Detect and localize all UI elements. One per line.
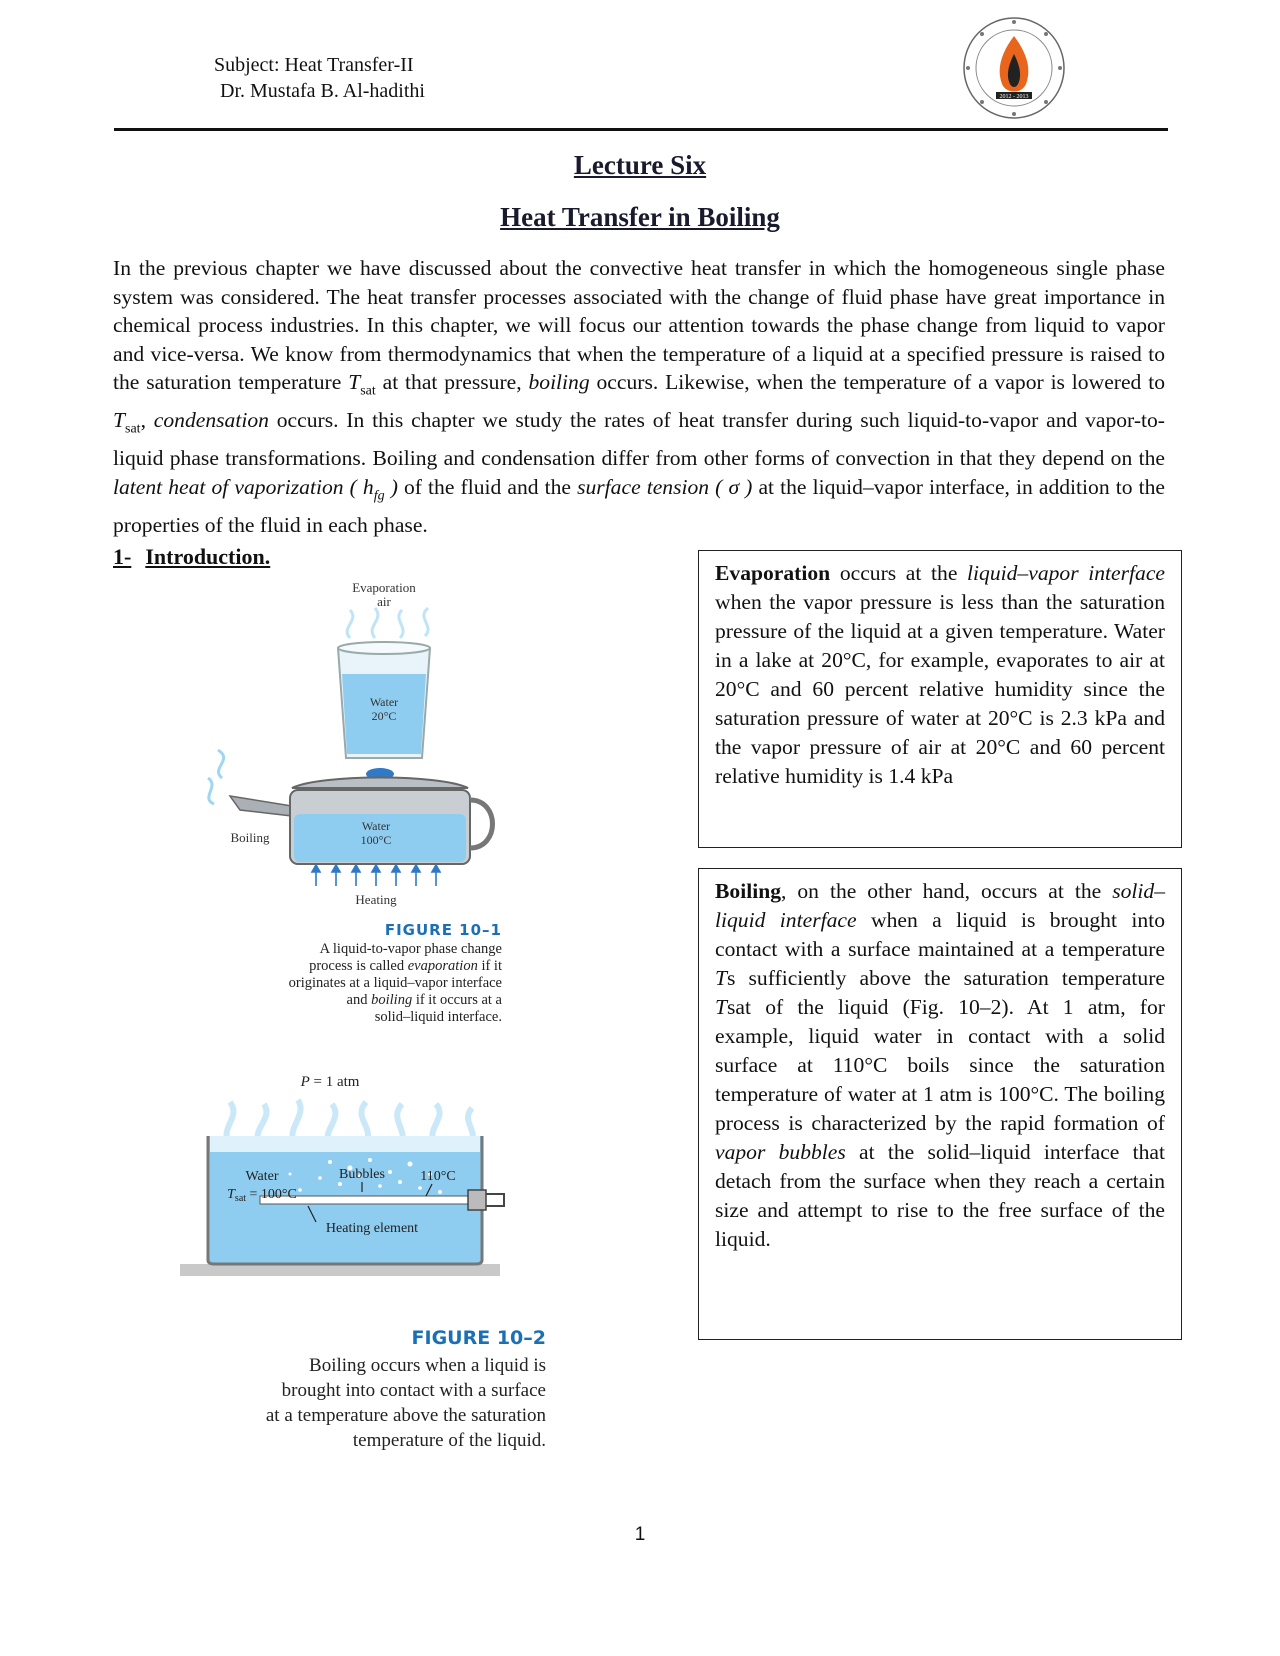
section-title: Introduction. xyxy=(145,544,271,569)
heating-label: Heating xyxy=(355,892,397,907)
pot-spout xyxy=(230,796,292,816)
spout-steam xyxy=(208,750,224,804)
surface-foam xyxy=(210,1136,480,1152)
figure-10-2 xyxy=(180,1064,550,1318)
evaporation-box: Evaporation occurs at the liquid–vapor interface when the vapor pressure is less than the saturation pressure of the liquid at a given temperature. Water in a lake at 20°C, for example, evaporates to air at 20°C and 60 percent relative humidity since the saturation pressure of water at 20°C is 2.3 kPa and the vapor pressure of air at 20°C and 60 percent relative humidity is 1.4 kPa xyxy=(698,550,1182,848)
element-fitting xyxy=(468,1190,486,1210)
heating-element-label: Heating element xyxy=(325,1221,419,1236)
svg-text:20°C: 20°C xyxy=(371,709,397,723)
pot-handle xyxy=(470,800,493,848)
topic-title: Heat Transfer in Boiling xyxy=(500,202,780,232)
tsat-label: $T_{sat} = 100^\circ C$ xyxy=(227,1187,297,1204)
svg-text:Water: Water xyxy=(361,819,391,833)
intro-paragraph: In the previous chapter we have discussed about the convective heat transfer in which the homogeneous single phase system was considered. The heat transfer processes associated with the change of fluid phase have great importance in chemical process industries. In this chapter, we will focus our attention towards the phase change from liquid to vapor and vice-versa. We know from thermodynamics that when the temperature of a liquid at a specified pressure is raised to the saturation temperature $T_{sat}$ at that pressure, boiling occurs. Likewise, when the temperature of a vapor is lowered to $T_{sat}$, condensation occurs. In this chapter we study the rates of heat transfer during such liquid-to-vapor and vapor-to-liquid phase transformations. Boiling and condensation differ from other forms of convection in that they depend on the latent heat of vaporization ( $h_{fg}$ ) of the fluid and the surface tension ( σ ) at the liquid–vapor interface, in addition to the properties of the fluid in each phase. xyxy=(113,256,1165,537)
figure-10-1-label: FIGURE 10–1 xyxy=(384,921,502,939)
heating-arrows xyxy=(312,865,440,886)
boiling-label: Boiling xyxy=(230,830,270,845)
document-header xyxy=(214,52,425,104)
pot-lid xyxy=(292,778,468,789)
section-heading xyxy=(113,544,270,570)
bubbles-label: Bubbles xyxy=(339,1167,385,1182)
figure-10-1-caption: FIGURE 10–1 A liquid-to-vapor phase change process is called evaporation if it originates at a liquid–vapor interface and boiling if it occurs at a solid–liquid interface. xyxy=(170,922,502,1026)
figure-10-2-caption: FIGURE 10–2 Boiling occurs when a liquid is brought into contact with a surface at a temperature above the saturation temperature of the liquid. xyxy=(190,1326,546,1453)
boiling-box: Boiling, on the other hand, occurs at the solid–liquid interface when a liquid is brought into contact with a surface maintained at a temperature Ts sufficiently above the saturation temperature Tsat of the liquid (Fig. 10–2). At 1 atm, for example, liquid water in contact with a solid surface at 110°C boils since the saturation temperature of water at 1 atm is 100°C. The boiling process is characterized by the rapid formation of vapor bubbles at the solid–liquid interface that detach from the surface when they reach a certain size and attempt to rise to the free surface of the liquid. xyxy=(698,868,1182,1340)
svg-text:100°C: 100°C xyxy=(360,833,392,847)
evaporation-air-label: Evaporation xyxy=(352,580,416,595)
page-number: 1 xyxy=(634,1524,646,1545)
header-rule xyxy=(114,128,1168,131)
temperature-label: 110°C xyxy=(420,1169,456,1184)
vapor-wisps xyxy=(347,608,428,638)
figure-10-2-label: FIGURE 10–2 xyxy=(411,1327,546,1349)
section-number: 1- xyxy=(113,544,132,569)
logo-year: 2012 - 2013 xyxy=(999,94,1029,100)
lecture-title: Lecture Six xyxy=(573,150,707,180)
water-label: Water xyxy=(245,1169,279,1184)
svg-text:air: air xyxy=(377,594,391,609)
university-logo xyxy=(960,14,1068,122)
svg-text:Water: Water xyxy=(369,695,399,709)
subject-line: Subject: Heat Transfer-II xyxy=(214,54,414,76)
author-line: Dr. Mustafa B. Al-hadithi xyxy=(220,80,425,102)
pressure-label: P = 1 atm xyxy=(300,1074,360,1090)
base-surface xyxy=(180,1264,500,1276)
